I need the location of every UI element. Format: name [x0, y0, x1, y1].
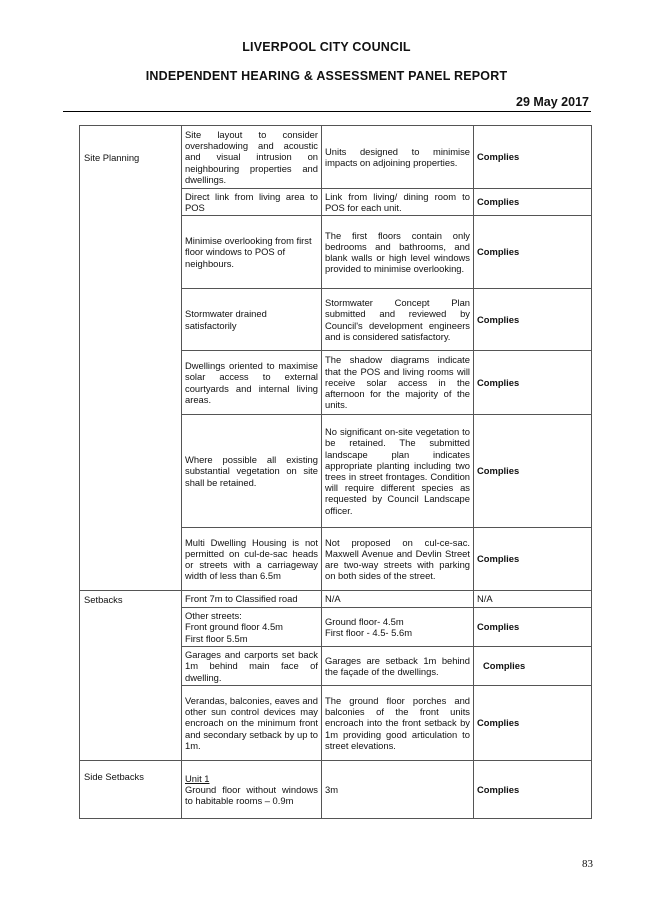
compliance-cell: N/A [474, 591, 592, 608]
comment-cell: Not proposed on cul-ce-sac. Maxwell Avenue and Devlin Street are two-way streets with parking on both sides of the street. [322, 528, 474, 591]
table-row [80, 216, 592, 289]
category-cell [80, 289, 182, 351]
comment-cell: The ground floor porches and balconies of the front units encroach into the front setback by 1m providing good articulation to street elevations. [322, 686, 474, 761]
category-cell [80, 647, 182, 686]
control-text: Ground floor without windows to habitable rooms – 0.9m [185, 783, 318, 807]
category-cell: Site Planning [80, 126, 182, 189]
table-row [80, 686, 592, 761]
control-cell: Dwellings oriented to maximise solar access to external courtyards and internal living areas. [182, 351, 322, 415]
comment-cell: The first floors contain only bedrooms and bathrooms, and blank walls or high level windows provided to minimise overlooking. [322, 216, 474, 289]
category-cell: Setbacks [80, 591, 182, 608]
assessment-table [79, 125, 592, 819]
comment-cell: Units designed to minimise impacts on adjoining properties. [322, 126, 474, 189]
control-line: Front ground floor 4.5m [185, 621, 283, 633]
report-title: INDEPENDENT HEARING & ASSESSMENT PANEL REPORT [145, 69, 508, 83]
compliance-cell: Complies [474, 126, 592, 189]
compliance-cell: Complies [474, 608, 592, 647]
control-cell: Verandas, balconies, eaves and other sun control devices may encroach on the minimum front and secondary setback by up to 1m. [182, 686, 322, 761]
control-cell: Direct link from living area to POS [182, 189, 322, 216]
category-cell [80, 216, 182, 289]
table-row [80, 351, 592, 415]
comment-cell: No significant on-site vegetation to be retained. The submitted landscape plan indicates appropriate planting including two trees in street frontages. Condition will require different species as requested by Council Landscape officer. [322, 415, 474, 528]
control-line: Other streets: [185, 610, 242, 622]
category-cell [80, 686, 182, 761]
control-cell: Multi Dwelling Housing is not permitted on cul-de-sac heads or streets with a carriageway width of less than 6.5m [182, 528, 322, 591]
header-divider [63, 111, 591, 112]
table-row [80, 761, 592, 819]
control-cell: Site layout to consider overshadowing and acoustic and visual intrusion on neighbouring properties and dwellings. [182, 126, 322, 189]
table-row [80, 289, 592, 351]
table-row [80, 528, 592, 591]
comment-cell: N/A [322, 591, 474, 608]
comment-line: First floor - 4.5- 5.6m [325, 627, 412, 638]
compliance-cell: Complies [474, 216, 592, 289]
control-heading: Unit 1 [185, 772, 210, 784]
control-cell: Minimise overlooking from first floor windows to POS of neighbours. [182, 216, 322, 289]
comment-cell: Stormwater Concept Plan submitted and reviewed by Council's development engineers and is considered satisfactory. [322, 289, 474, 351]
table-row [80, 189, 592, 216]
control-cell: Front 7m to Classified road [182, 591, 322, 608]
compliance-cell: Complies [474, 415, 592, 528]
control-cell [182, 761, 322, 819]
category-cell [80, 415, 182, 528]
compliance-cell: Complies [474, 189, 592, 216]
control-line: First floor 5.5m [185, 632, 248, 644]
comment-cell: Link from living/ dining room to POS for each unit. [322, 189, 474, 216]
control-cell: Garages and carports set back 1m behind main face of dwelling. [182, 647, 322, 686]
council-name: LIVERPOOL CITY COUNCIL [242, 40, 411, 54]
compliance-cell: Complies [474, 686, 592, 761]
control-cell: Stormwater drained satisfactorily [182, 289, 322, 351]
compliance-cell: Complies [474, 351, 592, 415]
compliance-cell: Complies [474, 647, 592, 686]
table-row [80, 415, 592, 528]
control-cell: Where possible all existing substantial vegetation on site shall be retained. [182, 415, 322, 528]
report-date: 29 May 2017 [516, 95, 589, 109]
comment-cell: 3m [322, 761, 474, 819]
comment-cell [322, 608, 474, 647]
comment-line: Ground floor- 4.5m [325, 615, 404, 627]
compliance-cell: Complies [474, 289, 592, 351]
comment-cell: Garages are setback 1m behind the façade of the dwellings. [322, 647, 474, 686]
category-cell: Side Setbacks [80, 761, 182, 819]
category-cell [80, 351, 182, 415]
page-number: 83 [582, 858, 593, 870]
table-row [80, 126, 592, 189]
control-cell [182, 608, 322, 647]
category-cell [80, 608, 182, 647]
comment-cell: The shadow diagrams indicate that the POS and living rooms will receive solar access in the afternoon for the majority of the units. [322, 351, 474, 415]
table-row [80, 591, 592, 608]
category-cell [80, 189, 182, 216]
table-row [80, 647, 592, 686]
compliance-cell: Complies [474, 761, 592, 819]
category-cell [80, 528, 182, 591]
compliance-cell: Complies [474, 528, 592, 591]
table-row [80, 608, 592, 647]
